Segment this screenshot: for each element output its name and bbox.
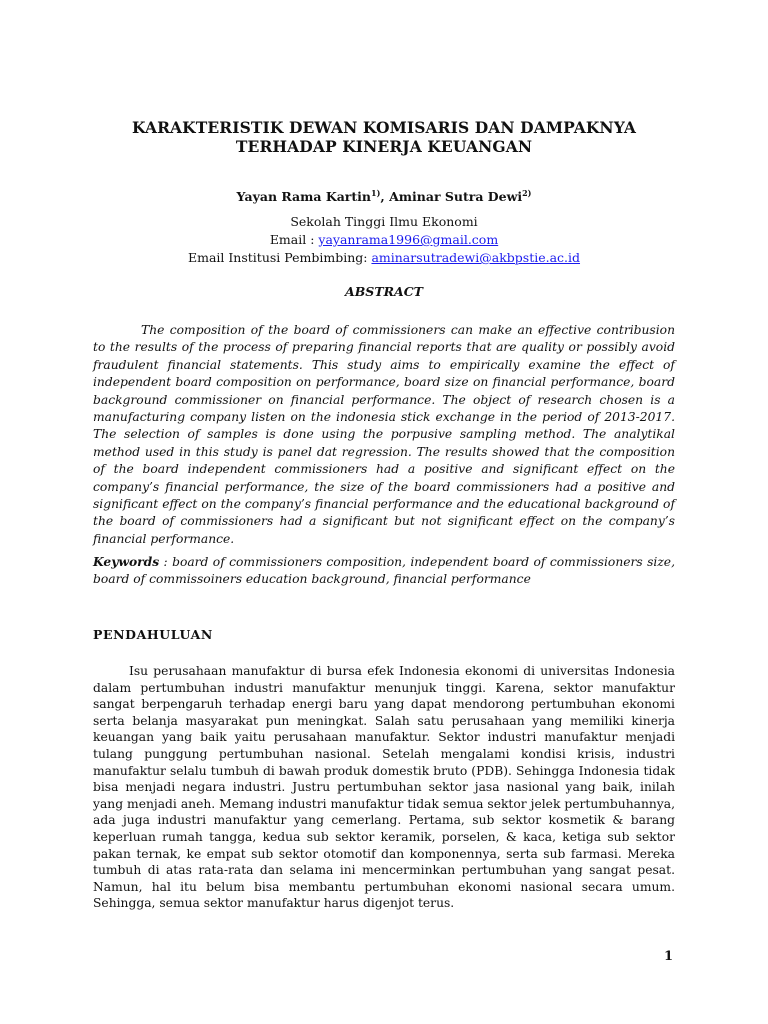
- keywords-text: : board of commissioners composition, independent board of commissioners size, board of commissoiners education background, financial performance: [93, 555, 675, 587]
- section-heading: PENDAHULUAN: [93, 627, 213, 642]
- supervisor-email-label: Email Institusi Pembimbing:: [187, 250, 372, 265]
- abstract-heading: ABSTRACT: [345, 284, 423, 299]
- title-line-1: KARAKTERISTIK DEWAN KOMISARIS DAN DAMPAKNYA: [132, 118, 636, 137]
- abstract-text: The composition of the board of commissioners can make an effective contribusion to the results of the process of preparing financial reports that are quality or possibly avoid fraudulent financial statements. This study aims to empirically examine the effect of independent board composition on performance, board size on financial performance, board background commissioner on financial performance. The object of research chosen is a manufacturing company listen on the indonesia stick exchange in the period of 2013-2017. The selection of samples is done using the porpusive sampling method. The analytikal method used in this study is panel dat regression. The results showed that the composition of the board independent commissioners had a positive and significant effect on the company’s financial performance, the size of the board commissioners had a positive and significant effect on the company’s financial performance and the educational background of the board of commissioners had a significant but not significant effect on the company’s financial performance.: [93, 323, 675, 546]
- institution: Sekolah Tinggi Ilmu Ekonomi: [290, 214, 478, 229]
- author-line: [90, 184, 678, 206]
- page-number: 1: [664, 949, 674, 964]
- supervisor-email-link[interactable]: aminarsutradewi@akbpstie.ac.id: [371, 250, 581, 265]
- affiliation-block: [90, 213, 678, 267]
- supervisor-email-line: [90, 249, 678, 267]
- email-link[interactable]: yayanrama1996@gmail.com: [318, 232, 499, 247]
- email-label: Email :: [269, 232, 319, 247]
- author-2-sup: 2): [522, 188, 532, 198]
- body-paragraph: [93, 663, 675, 912]
- abstract-body: [93, 322, 675, 548]
- author-2: Aminar Sutra Dewi: [389, 189, 523, 205]
- keywords-label: Keywords: [93, 554, 160, 569]
- author-1-sup: 1): [371, 188, 381, 198]
- paper-title: [90, 118, 678, 156]
- author-separator: ,: [380, 189, 390, 205]
- email-line: [90, 231, 678, 249]
- title-line-2: TERHADAP KINERJA KEUANGAN: [235, 137, 533, 156]
- keywords: [93, 553, 675, 589]
- body-text: Isu perusahaan manufaktur di bursa efek Indonesia ekonomi di universitas Indonesia dalam pertumbuhan industri manufaktur menunjuk tinggi. Karena, sektor manufaktur sangat berpengaruh terhadap energi baru yang dapat mendorong pertumbuhan ekonomi serta belanja masyarakat pun meningkat. Salah satu perusahaan yang memiliki kinerja keuangan yang baik yaitu perusahaan manufaktur. Sektor industri manufaktur menjadi tulang punggung pertumbuhan nasional. Setelah mengalami kondisi krisis, industri manufaktur selalu tumbuh di bawah produk domestik bruto (PDB). Sehingga Indonesia tidak bisa menjadi negara industri. Justru pertumbuhan sektor jasa nasional yang baik, inilah yang menjadi aneh. Memang industri manufaktur tidak semua sektor jelek pertumbuhannya, ada juga industri manufaktur yang cemerlang. Pertama, sub sektor kosmetik & barang keperluan rumah tangga, kedua sub sektor keramik, porselen, & kaca, ketiga sub sektor pakan ternak, ke empat sub sektor otomotif dan komponennya, serta sub farmasi. Mereka tumbuh di atas rata-rata dan selama ini mencerminkan pertumbuhan yang sangat pesat. Namun, hal itu belum bisa membantu pertumbuhan ekonomi nasional secara umum. Sehingga, semua sektor manufaktur harus digenjot terus.: [93, 664, 675, 911]
- author-1: Yayan Rama Kartin: [236, 189, 371, 205]
